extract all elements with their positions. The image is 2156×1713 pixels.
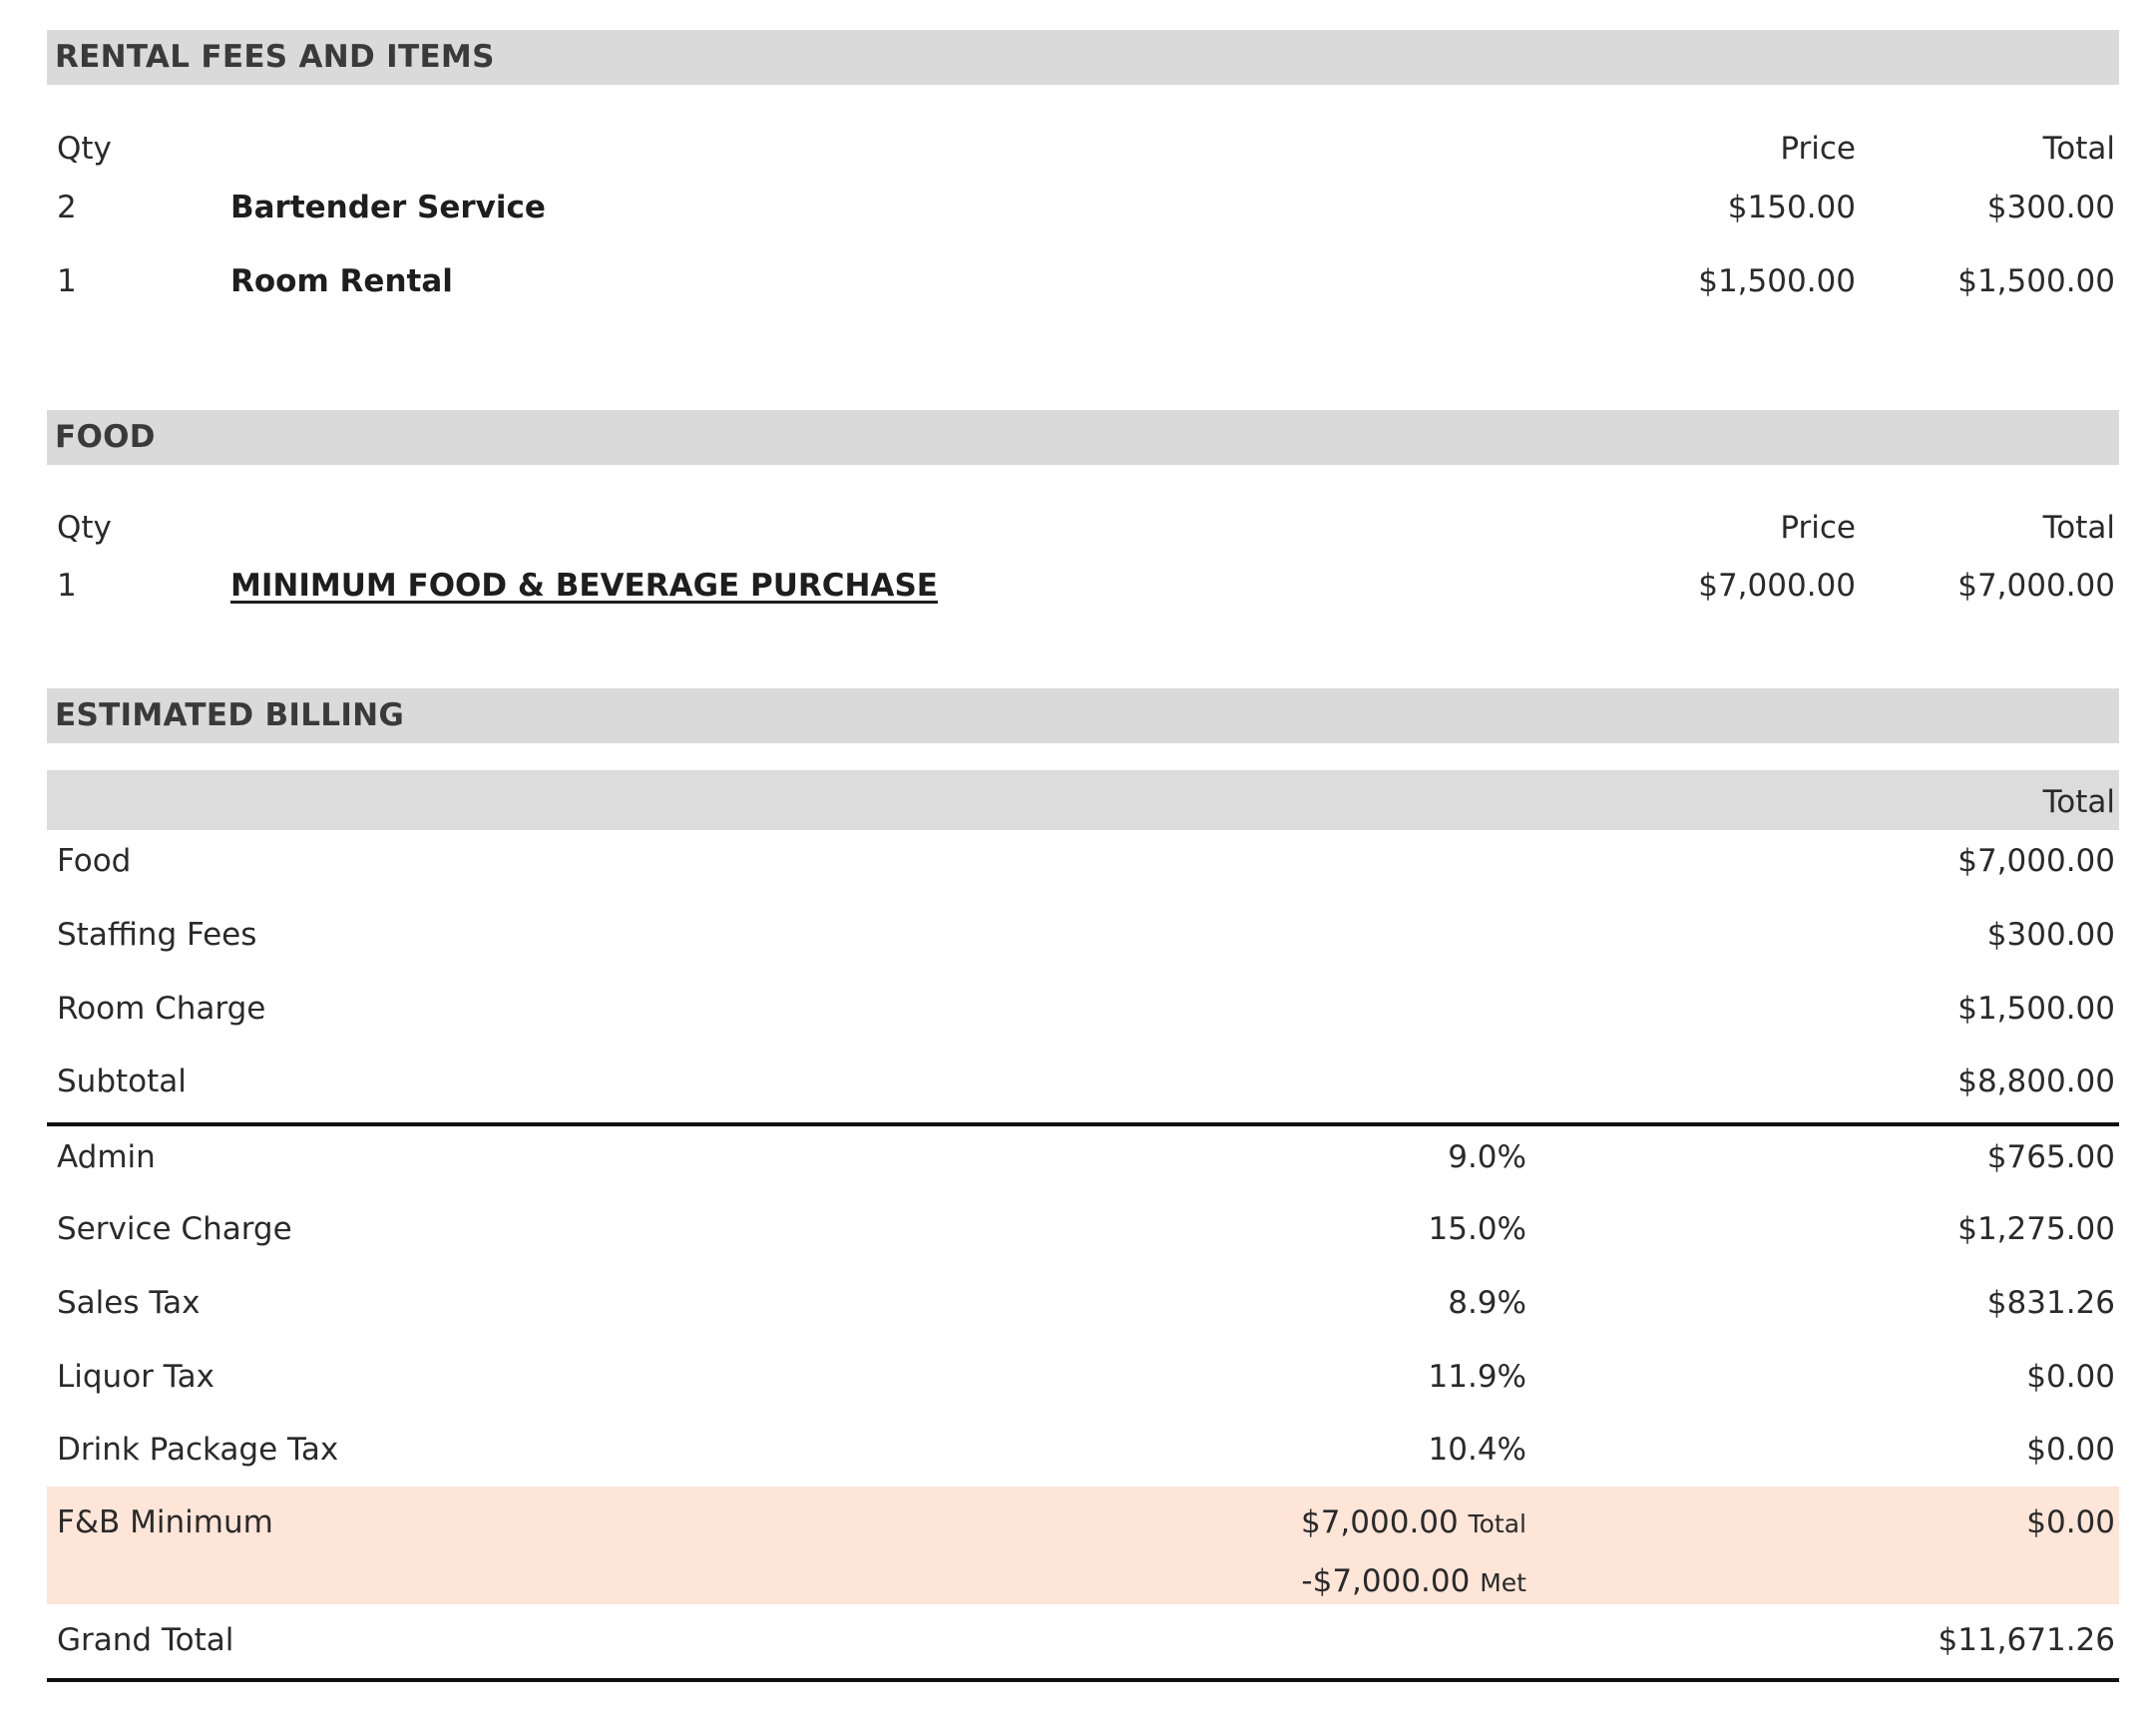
rental-price-header: Price <box>1780 131 1856 167</box>
rental-item-total: $1,500.00 <box>1957 263 2115 299</box>
charge-label: Service Charge <box>57 1211 292 1247</box>
food-item-qty: 1 <box>57 568 77 604</box>
billing-subtotal-total: $8,800.00 <box>1957 1064 2115 1099</box>
grand-total-value: $11,671.26 <box>1938 1622 2115 1658</box>
charge-total: $765.00 <box>1986 1139 2115 1175</box>
fb-minimum-met-amount: -$7,000.00 <box>1301 1563 1471 1599</box>
fb-minimum-total-suffix: Total <box>1468 1509 1526 1538</box>
charge-label: Sales Tax <box>57 1285 201 1321</box>
billing-line-label: Staffing Fees <box>57 917 257 953</box>
rental-item-total: $300.00 <box>1986 190 2115 225</box>
billing-line-total: $1,500.00 <box>1957 991 2115 1027</box>
billing-line-label: Room Charge <box>57 991 266 1027</box>
food-item-price: $7,000.00 <box>1698 568 1856 604</box>
charge-label: Admin <box>57 1139 156 1175</box>
charge-total: $1,275.00 <box>1957 1211 2115 1247</box>
billing-line-label: Food <box>57 843 132 879</box>
rental-section-header: RENTAL FEES AND ITEMS <box>47 30 2119 85</box>
food-total-header: Total <box>2042 510 2115 546</box>
fb-minimum-label: F&B Minimum <box>57 1504 273 1540</box>
charge-total: $0.00 <box>2026 1432 2115 1468</box>
grand-total-divider <box>47 1678 2119 1682</box>
subtotal-divider <box>47 1122 2119 1126</box>
billing-line-total: $7,000.00 <box>1957 843 2115 879</box>
food-price-header: Price <box>1780 510 1856 546</box>
billing-line-total: $300.00 <box>1986 917 2115 953</box>
food-section-header: FOOD <box>47 410 2119 465</box>
rental-item-price: $1,500.00 <box>1698 263 1856 299</box>
grand-total-label: Grand Total <box>57 1622 234 1658</box>
charge-total: $831.26 <box>1986 1285 2115 1321</box>
fb-minimum-total: $0.00 <box>2026 1504 2115 1540</box>
rental-item-qty: 2 <box>57 190 77 225</box>
food-item-name-link[interactable]: MINIMUM FOOD & BEVERAGE PURCHASE <box>230 568 938 604</box>
fb-minimum-total-amount: $7,000.00 <box>1300 1504 1459 1540</box>
billing-column-header-band <box>47 770 2119 830</box>
charge-rate: 15.0% <box>1428 1211 1526 1247</box>
rental-item-qty: 1 <box>57 263 77 299</box>
billing-subtotal-label: Subtotal <box>57 1064 187 1099</box>
fb-minimum-total-line <box>1127 1502 1526 1544</box>
charge-rate: 11.9% <box>1428 1359 1526 1395</box>
charge-label: Liquor Tax <box>57 1359 215 1395</box>
fb-minimum-met-suffix: Met <box>1480 1568 1526 1597</box>
fb-minimum-row-highlight <box>47 1487 2119 1604</box>
food-qty-header: Qty <box>57 510 112 546</box>
billing-section-header: ESTIMATED BILLING <box>47 688 2119 743</box>
food-item-total: $7,000.00 <box>1957 568 2115 604</box>
charge-total: $0.00 <box>2026 1359 2115 1395</box>
charge-rate: 8.9% <box>1448 1285 1526 1321</box>
rental-item-name: Bartender Service <box>230 190 546 225</box>
charge-rate: 10.4% <box>1428 1432 1526 1468</box>
charge-label: Drink Package Tax <box>57 1432 339 1468</box>
fb-minimum-met-line <box>1127 1561 1526 1603</box>
rental-total-header: Total <box>2042 131 2115 167</box>
rental-item-name: Room Rental <box>230 263 453 299</box>
rental-qty-header: Qty <box>57 131 112 167</box>
charge-rate: 9.0% <box>1448 1139 1526 1175</box>
rental-item-price: $150.00 <box>1727 190 1856 225</box>
billing-total-header: Total <box>2042 784 2115 820</box>
